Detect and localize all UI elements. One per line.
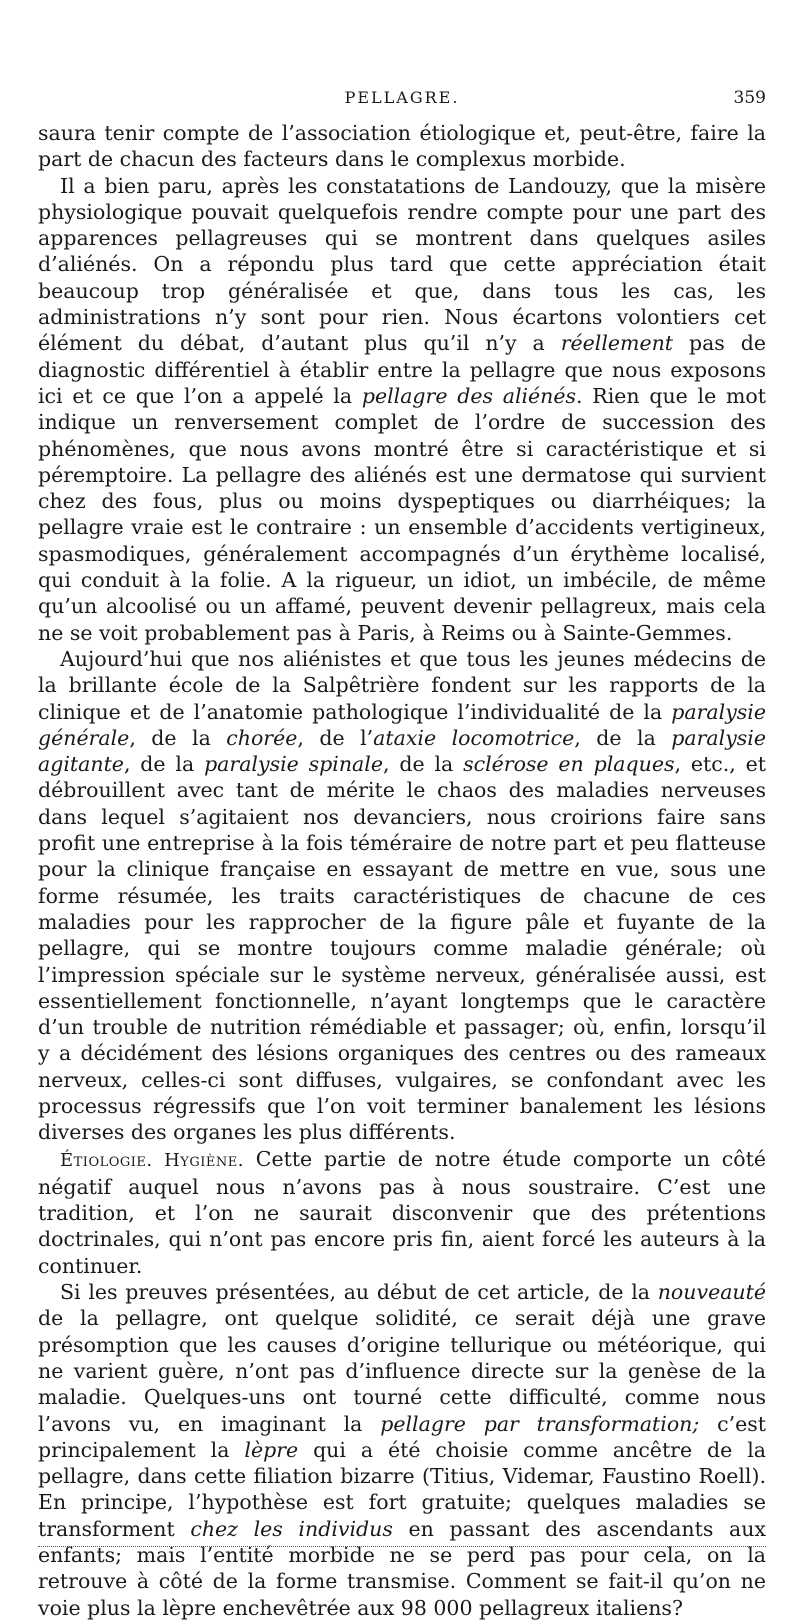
running-head: [38, 88, 766, 112]
italic-term: paralysie spinale: [204, 752, 383, 777]
italic-term: nouveauté: [657, 1280, 766, 1305]
italic-term: lèpre: [244, 1437, 299, 1462]
text-run: , de l’: [297, 725, 374, 750]
paragraph: [38, 646, 766, 1146]
running-title: PELLAGRE.: [344, 88, 460, 107]
italic-term: paralysie agitante: [38, 725, 766, 777]
italic-term: chez les individus: [190, 1516, 393, 1541]
section-heading: Étiologie. Hygiène.: [60, 1149, 244, 1171]
text-run: , de la: [574, 725, 672, 750]
text-run: , de la: [129, 725, 227, 750]
text-run: saura tenir compte de l’association étiologique et, peut-être, faire la part de chacun des facteurs dans le complexus morbide.: [38, 121, 766, 172]
text-run: qui a été choisie comme ancêtre de la pellagre, dans cette filiation bizarre (Titius, Videmar, Faustino Roell). En principe, l’hypothèse est fort gratuite; quelques maladies se transforment: [38, 1437, 766, 1541]
text-run: pas de diagnostic différentiel à établir entre la pellagre que nous exposons ici et ce que l’on a appelé la: [38, 331, 766, 408]
page-number: 359: [733, 88, 766, 108]
text-run: Si les preuves présentées, au début de cet article, de la: [60, 1280, 658, 1305]
paragraph: [38, 173, 766, 646]
text-run: . Rien que le mot indique un renversement complet de l’ordre de succession des phénomènes, que nous avons montré être si caractéristique et si péremptoire. La pellagre des aliénés est une dermatose qui survient chez des fous, plus ou moins dyspeptiques ou diarrhéiques; la pellagre vraie est le contraire : un ensemble d’accidents vertigineux, spasmodiques, généralement accompagnés d’un érythème localisé, qui conduit à la folie. A la rigueur, un idiot, un imbécile, de même qu’un alcoolisé ou un affamé, peuvent devenir pellagreux, mais cela ne se voit probablement pas à Paris, à Reims ou à Sainte-Gemmes.: [38, 383, 766, 645]
text-run: , de la: [123, 752, 205, 777]
text-run: , etc., et débrouillent avec tant de mérite le chaos des maladies nerveuses dans lequel s’agitaient nos devanciers, nous croirions faire sans profit une entreprise à la fois téméraire de notre part et peu flatteuse pour la clinique française en essayant de mettre en vue, sous une forme résumée, les traits caractéristiques de chacune de ces maladies pour les rapprocher de la figure pâle et fuyante de la pellagre, qui se montre toujours comme maladie générale; où l’impression spéciale sur le système nerveux, généralisée aussi, est essentiellement fonctionnelle, n’ayant longtemps que le caractère d’un trouble de nutrition rémédiable et passager; où, enfin, lorsqu’il y a décidément des lésions organiques des centres ou des rameaux nerveux, celles-ci sont diffuses, vulgaires, se confondant avec les processus régressifs que l’on voit terminer banalement les lésions diverses des organes les plus différents.: [38, 752, 766, 1145]
text-run: c’est principalement la: [38, 1411, 767, 1462]
italic-term: réellement: [560, 331, 674, 356]
text-run: Aujourd’hui que nos aliénistes et que tous les jeunes médecins de la brillante école de la Salpêtrière fondent sur les rapports de la clinique et de l’anatomie pathologique l’individualité de la: [38, 646, 766, 724]
text-run: en passant des ascendants aux enfants; mais l’entité morbide ne se perd pas pour cela, on la retrouve à côté de la forme transmise. Comment se fait-il qu’on ne voie plus la lèpre enchevêtrée aux 98 000 pellagreux italiens?: [38, 1516, 766, 1620]
italic-term: chorée: [226, 725, 298, 750]
text-run: de la pellagre, ont quelque solidité, ce serait déjà une grave présomption que les causes d’origine tellurique ou météorique, qui ne varient guère, n’ont pas d’influence directe sur la genèse de la maladie. Quelques-uns ont tourné cette difficulté, comme nous l’avons vu, en imaginant la: [38, 1306, 766, 1436]
footer-dotted-rule: [38, 1546, 766, 1547]
italic-term: pellagre par transformation;: [380, 1411, 700, 1436]
italic-term: pellagre des aliénés: [361, 383, 577, 408]
paragraph: [38, 1146, 766, 1279]
italic-term: sclérose en plaques: [463, 752, 675, 777]
text-run: Il a bien paru, après les constatations de Landouzy, que la misère physiologique pouvait quelquefois rendre compte pour une part des apparences pellagreuses qui se montrent dans quelques asiles d’aliénés. On a répondu plus tard que cette appréciation était beaucoup trop généralisée et que, dans tous les cas, les administrations n’y sont pour rien. Nous écartons volontiers cet élément du débat, d’autant plus qu’il n’y a: [38, 173, 766, 356]
italic-term: paralysie générale: [38, 699, 766, 750]
italic-term: ataxie locomotrice: [373, 725, 575, 750]
body-text: [38, 120, 766, 1621]
paragraph: [38, 120, 766, 173]
text-run: , de la: [382, 752, 464, 777]
paragraph: [38, 1279, 766, 1621]
text-run: Cette partie de notre étude comporte un côté négatif auquel nous n’avons pas à nous soustraire. C’est une tradition, et l’on ne saurait disconvenir que des prétentions doctrinales, qui n’ont pas encore pris fin, aient forcé les auteurs à la continuer.: [38, 1146, 766, 1278]
